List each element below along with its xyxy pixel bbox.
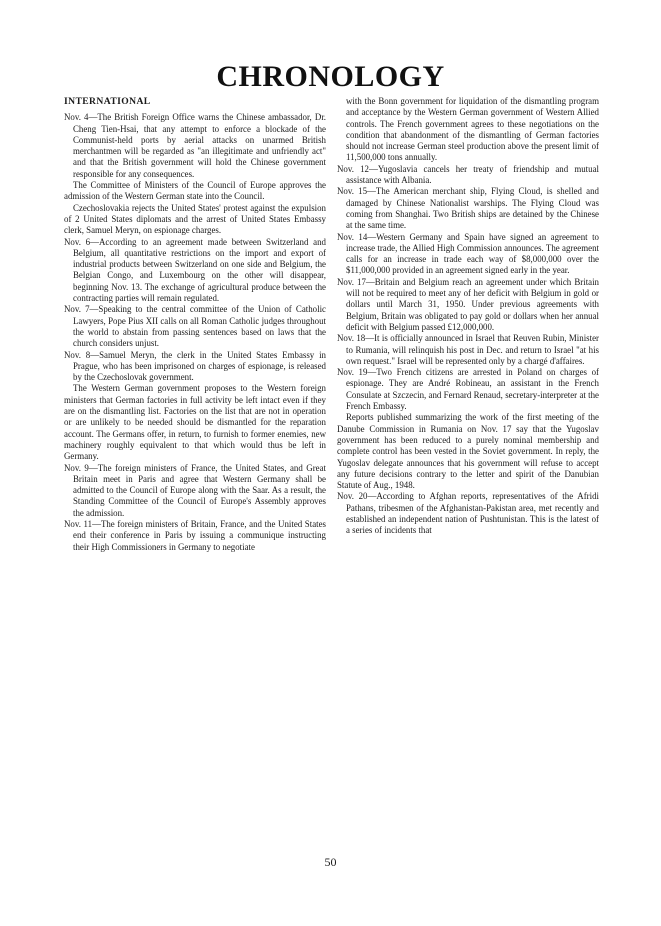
chronology-entry: Nov. 8—Samuel Meryn, the clerk in the United States Embassy in Prague, who has been imprisoned on charges of espionage, is released by the Czechoslovak government. bbox=[64, 349, 326, 383]
chronology-paragraph: Reports published summarizing the work of the first meeting of the Danube Commission in Rumania on Nov. 17 say that the Yugoslav government has been reduced to a purely nominal membership and complete control has been vested in the Soviet government. In reply, the Yugoslav delegate announces that his government will refuse to accept any future decisions contrary to the letter and spirit of the Danubian Statute of Aug., 1948. bbox=[337, 412, 599, 491]
section-heading: INTERNATIONAL bbox=[64, 96, 151, 107]
chronology-entry: Nov. 4—The British Foreign Office warns the Chinese ambassador, Dr. Cheng Tien-Hsai, that any attempt to enforce a blockade of the Communist-held ports by aerial attacks on unarmed British merchantmen will be regarded as "an illegitimate and unfriendly act" and that the British government will hold the Chinese government responsible for any consequences. bbox=[64, 112, 326, 179]
chronology-entry: Nov. 19—Two French citizens are arrested in Poland on charges of espionage. They are André Robineau, an assistant in the French Consulate at Szczecin, and Fernard Renaud, secretary-interpreter at the French Embassy. bbox=[337, 367, 599, 412]
page-title: CHRONOLOGY bbox=[216, 60, 445, 93]
right-column bbox=[337, 96, 599, 537]
chronology-entry: Nov. 18—It is officially announced in Israel that Reuven Rubin, Minister to Rumania, will relinquish his post in Dec. and return to Israel "at his own request." Israel will be represented only by a chargé d'affaires. bbox=[337, 333, 599, 366]
chronology-entry: Nov. 11—The foreign ministers of Britain, France, and the United States end their conference in Paris by issuing a communique instructing their High Commissioners in Germany to negotiate bbox=[64, 518, 326, 552]
chronology-entry: Nov. 12—Yugoslavia cancels her treaty of friendship and mutual assistance with Albania. bbox=[337, 163, 599, 186]
page-number: 50 bbox=[324, 855, 337, 869]
chronology-paragraph: Czechoslovakia rejects the United States' protest against the expulsion of 2 United States diplomats and the arrest of United States Embassy clerk, Samuel Meryn, on espionage charges. bbox=[64, 202, 326, 236]
chronology-entry: Nov. 6—According to an agreement made between Switzerland and Belgium, all quantitative restrictions on the import and export of industrial products between Switzerland on one side and Belgium, the Belgian Congo, and Luxembourg on the other will disappear, beginning Nov. 13. The exchange of agricultural produce between the contracting parties will remain regulated. bbox=[64, 236, 326, 304]
chronology-entry: Nov. 17—Britain and Belgium reach an agreement under which Britain will not be required to meet any of her deficit with Belgium in gold or dollars until March 31, 1950. Under previous agreements with Belgium, Britain was obligated to pay gold or dollars when her annual deficit with Belgium passed £12,000,000. bbox=[337, 276, 599, 332]
chronology-entry: Nov. 7—Speaking to the central committee of the Union of Catholic Lawyers, Pope Pius XII calls on all Roman Catholic judges throughout the world to abstain from passing sentences based on laws that the church considers unjust. bbox=[64, 304, 326, 349]
chronology-entry: Nov. 14—Western Germany and Spain have signed an agreement to increase trade, the Allied High Commission announces. The agreement calls for an increase in trade each way of $8,000,000 over the $11,000,000 provided in an agreement signed early in the year. bbox=[337, 231, 599, 276]
chronology-paragraph: The Committee of Ministers of the Council of Europe approves the admission of the Western German state into the Council. bbox=[64, 180, 326, 202]
chronology-paragraph: The Western German government proposes to the Western foreign ministers that German factories in full activity be left intact even if they are on the dismantling list. Factories on the list that are not in operation or are unlikely to be needed should be dismantled for the reparation account. The Germans offer, in return, to furnish to former enemies, new machinery roughly equivalent to that which would thus be left in Germany. bbox=[64, 383, 326, 462]
chronology-entry: Nov. 15—The American merchant ship, Flying Cloud, is shelled and damaged by Chinese Nationalist warships. The Flying Cloud was coming from Shanghai. Two British ships are detained by the Chinese at the same time. bbox=[337, 186, 599, 231]
chronology-continuation: with the Bonn government for liquidation of the dismantling program and acceptance by the Western German government of Western Allied controls. The French government agrees to these negotiations on the condition that abandonment of the dismantling of German factories should not increase German steel production above the present limit of 11,500,000 tons annually. bbox=[346, 96, 599, 163]
left-column bbox=[64, 96, 326, 553]
chronology-entry: Nov. 20—According to Afghan reports, representatives of the Afridi Pathans, tribesmen of the Afghanistan-Pakistan area, met recently and established an independent nation of Pushtunistan. This is the latest of a series of incidents that bbox=[337, 491, 599, 536]
chronology-entry: Nov. 9—The foreign ministers of France, the United States, and Great Britain meet in Paris and agree that Western Germany shall be admitted to the Council of Europe along with the Saar. As a result, the Standing Committee of the Council of Europe's Assembly approves the admission. bbox=[64, 462, 326, 518]
